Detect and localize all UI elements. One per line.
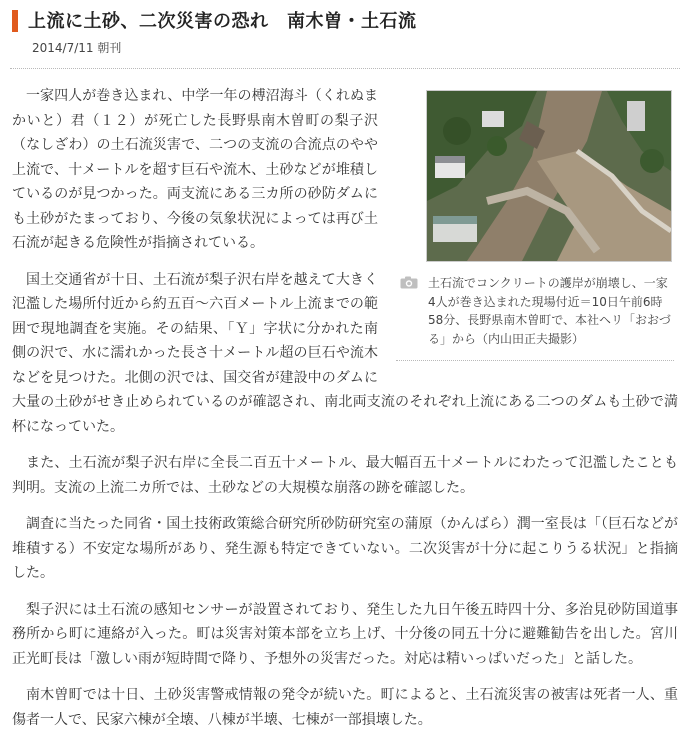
aerial-landslide-photo[interactable]	[426, 90, 672, 262]
paragraph-2: 国土交通省が十日、土石流が梨子沢右岸を越えて大きく氾濫した場所付近から約五百〜六百メートル上流までの範囲で現地調査を実施。その結果、「Ｙ」字状に分かれた南側の沢で、水に濡れかった長さ十メートル超の巨石や流木などを見つけた。北側の沢では、国交省が建設中のダムに大量の土砂がせき止められているのが確認され、南北両支流のそれぞれ上流にある二つのダムも土砂で満杯になっていた。	[12, 271, 678, 435]
publish-date: 2014/7/11 朝刊	[32, 41, 122, 55]
article-title: 上流に土砂、二次災害の恐れ 南木曽・土石流	[28, 11, 417, 32]
photo-caption: 土石流でコンクリートの護岸が崩壊し、一家4人が巻き込まれた現場付近＝10日午前6時58分、長野県南木曽町で、本社ヘリ「おおづる」から（内山田正夫撮影）	[428, 276, 671, 346]
paragraph-1: 一家四人が巻き込まれ、中学一年の榑沼海斗（くれぬまかいと）君（１２）が死亡した長野県南木曽町の梨子沢（なしざわ）の土石流災害で、二つの支流の合流点のやや上流で、十メートルを超す巨石や流木、土砂などが堆積しているのが見つかった。両支流にある三カ所の砂防ダムにも土砂がたまっており、今後の気象状況によっては再び土石流が起きる危険性が指摘されている。	[12, 88, 378, 251]
title-accent-bar	[12, 10, 18, 32]
paragraph-4: 調査に当たった同省・国土技術政策総合研究所砂防研究室の蒲原（かんばら）潤一室長は「（巨石などが堆積する）不安定な場所があり、発生源も特定できていない。二次災害が十分に起こりうる状況」と指摘した。	[12, 516, 678, 581]
article-body	[12, 84, 678, 744]
header-divider	[10, 68, 680, 69]
photo-figure	[396, 82, 674, 361]
paragraph-3: また、土石流が梨子沢右岸に全長二百五十メートル、最大幅百五十メートルにわたって氾濫したことも判明。支流の上流二カ所では、土砂などの大規模な崩落の跡を確認した。	[12, 455, 678, 496]
paragraph-5: 梨子沢には土石流の感知センサーが設置されており、発生した九日午後五時四十分、多治見砂防国道事務所から町に連絡が入った。町は災害対策本部を立ち上げ、十分後の同五十分に避難勧告を出した。宮川正光町長は「激しい雨が短時間で降り、予想外の災害だった。対応は精いっぱいだった」と話した。	[12, 601, 678, 667]
camera-icon	[400, 276, 418, 289]
paragraph-6: 南木曽町では十日、土砂災害警戒情報の発令が続いた。町によると、土石流災害の被害は死者一人、重傷者一人で、民家六棟が全壊、八棟が半壊、七棟が一部損壊した。	[12, 687, 678, 728]
photo-caption-block	[396, 274, 674, 361]
